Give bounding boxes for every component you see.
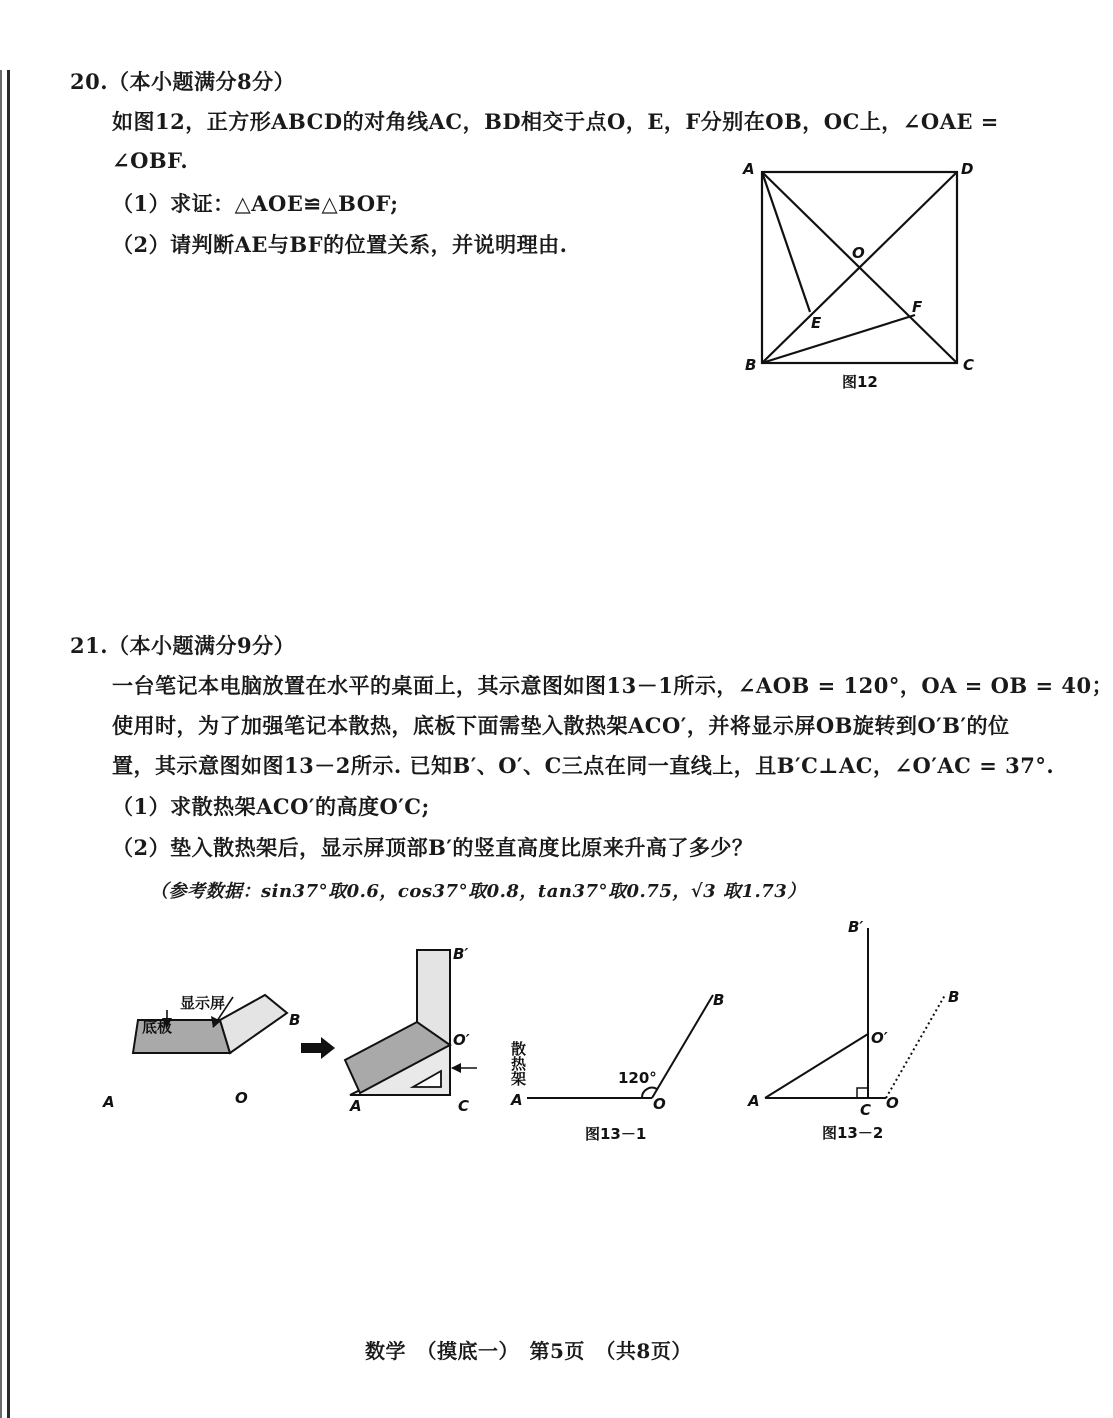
fig13-1-label-b: B <box>713 991 725 1009</box>
q21-statement-line3: 置，其示意图如图13－2所示. 已知B′、O′、C三点在同一直线上，且B′C⊥AC，∠O′AC = 37°. <box>112 753 1055 778</box>
illustration-label-a1: A <box>103 1093 115 1111</box>
transition-arrow <box>301 1037 335 1059</box>
figure-13-2 <box>740 910 970 1150</box>
right-angle-mark <box>857 1088 868 1098</box>
q21-part1: （1）求散热架ACO′的高度O′C; <box>112 794 430 819</box>
segment-ae <box>762 172 810 312</box>
illustration-label-o1: O <box>235 1089 248 1107</box>
q21-statement-line2: 使用时，为了加强笔记本散热，底板下面需垫入散热架ACO′，并将显示屏OB旋转到O′B′的位 <box>112 713 1010 738</box>
q20-statement-line1: 如图12，正方形ABCD的对角线AC，BD相交于点O，E，F分别在OB，OC上，∠OAE = <box>112 109 999 134</box>
fig13-1-caption: 图13－1 <box>585 1125 647 1143</box>
radiator-pointer-arrow <box>451 1063 461 1073</box>
q20-part2: （2）请判断AE与BF的位置关系，并说明理由. <box>112 232 568 257</box>
fig13-1-label-o: O <box>653 1095 666 1113</box>
fig12-label-a: A <box>743 160 755 178</box>
q21-reference-data: （参考数据：sin37°取0.6，cos37°取0.8，tan37°取0.75，√3 取1.73） <box>150 881 806 902</box>
laptop-screen <box>220 995 287 1053</box>
fig13-2-label-c: C <box>860 1101 872 1119</box>
screen-label: 显示屏 <box>180 994 226 1012</box>
base-label: 底板 <box>142 1018 173 1036</box>
figure-12 <box>735 150 985 400</box>
radiator-label-chars: 散热架 <box>482 1041 527 1059</box>
illustration-label-a2: A <box>350 1097 362 1115</box>
fig12-label-c: C <box>963 356 975 374</box>
laptop-illustration <box>95 935 527 1125</box>
ray-ob <box>652 995 713 1098</box>
q20-statement-line2: ∠OBF. <box>112 148 189 173</box>
q21-heading: 21.（本小题满分9分） <box>70 633 296 658</box>
fig12-caption: 图12 <box>842 373 878 391</box>
q20-heading: 20.（本小题满分8分） <box>70 69 296 94</box>
margin-rule-outer <box>0 70 2 1418</box>
fig13-2-label-o: O <box>886 1094 899 1112</box>
fig13-1-label-a: A <box>511 1091 523 1109</box>
illustration-label-b1: B <box>289 1011 301 1029</box>
q20-part1: （1）求证：△AOE≌△BOF; <box>112 191 399 216</box>
fig12-label-d: D <box>961 160 974 178</box>
fig13-1-angle: 120° <box>618 1069 657 1087</box>
fig12-label-f: F <box>912 298 923 316</box>
fig13-2-label-b: B <box>948 988 960 1006</box>
illustration-label-o2p: O′ <box>453 1031 470 1049</box>
fig13-2-label-o-prime: O′ <box>871 1029 888 1047</box>
fig13-2-label-a: A <box>748 1092 760 1110</box>
fig12-label-o: O <box>852 244 865 262</box>
segment-a-o-prime <box>765 1034 868 1098</box>
illustration-label-b2p: B′ <box>453 945 469 963</box>
margin-rule <box>7 70 10 1418</box>
fig13-2-label-b-prime: B′ <box>848 918 864 936</box>
page-footer: 数学 （摸底一） 第5页 （共8页） <box>365 1339 692 1363</box>
dotted-ob <box>886 995 945 1098</box>
q21-part2: （2）垫入散热架后，显示屏顶部B′的竖直高度比原来升高了多少？ <box>112 835 754 860</box>
figure-13-1 <box>505 985 735 1150</box>
fig13-2-caption: 图13－2 <box>822 1124 884 1142</box>
illustration-label-c2: C <box>458 1097 470 1115</box>
q21-statement-line1: 一台笔记本电脑放置在水平的桌面上，其示意图如图13－1所示，∠AOB = 120°，OA = OB = 40； <box>112 673 1113 698</box>
fig12-label-b: B <box>745 356 757 374</box>
fig12-label-e: E <box>811 314 822 332</box>
